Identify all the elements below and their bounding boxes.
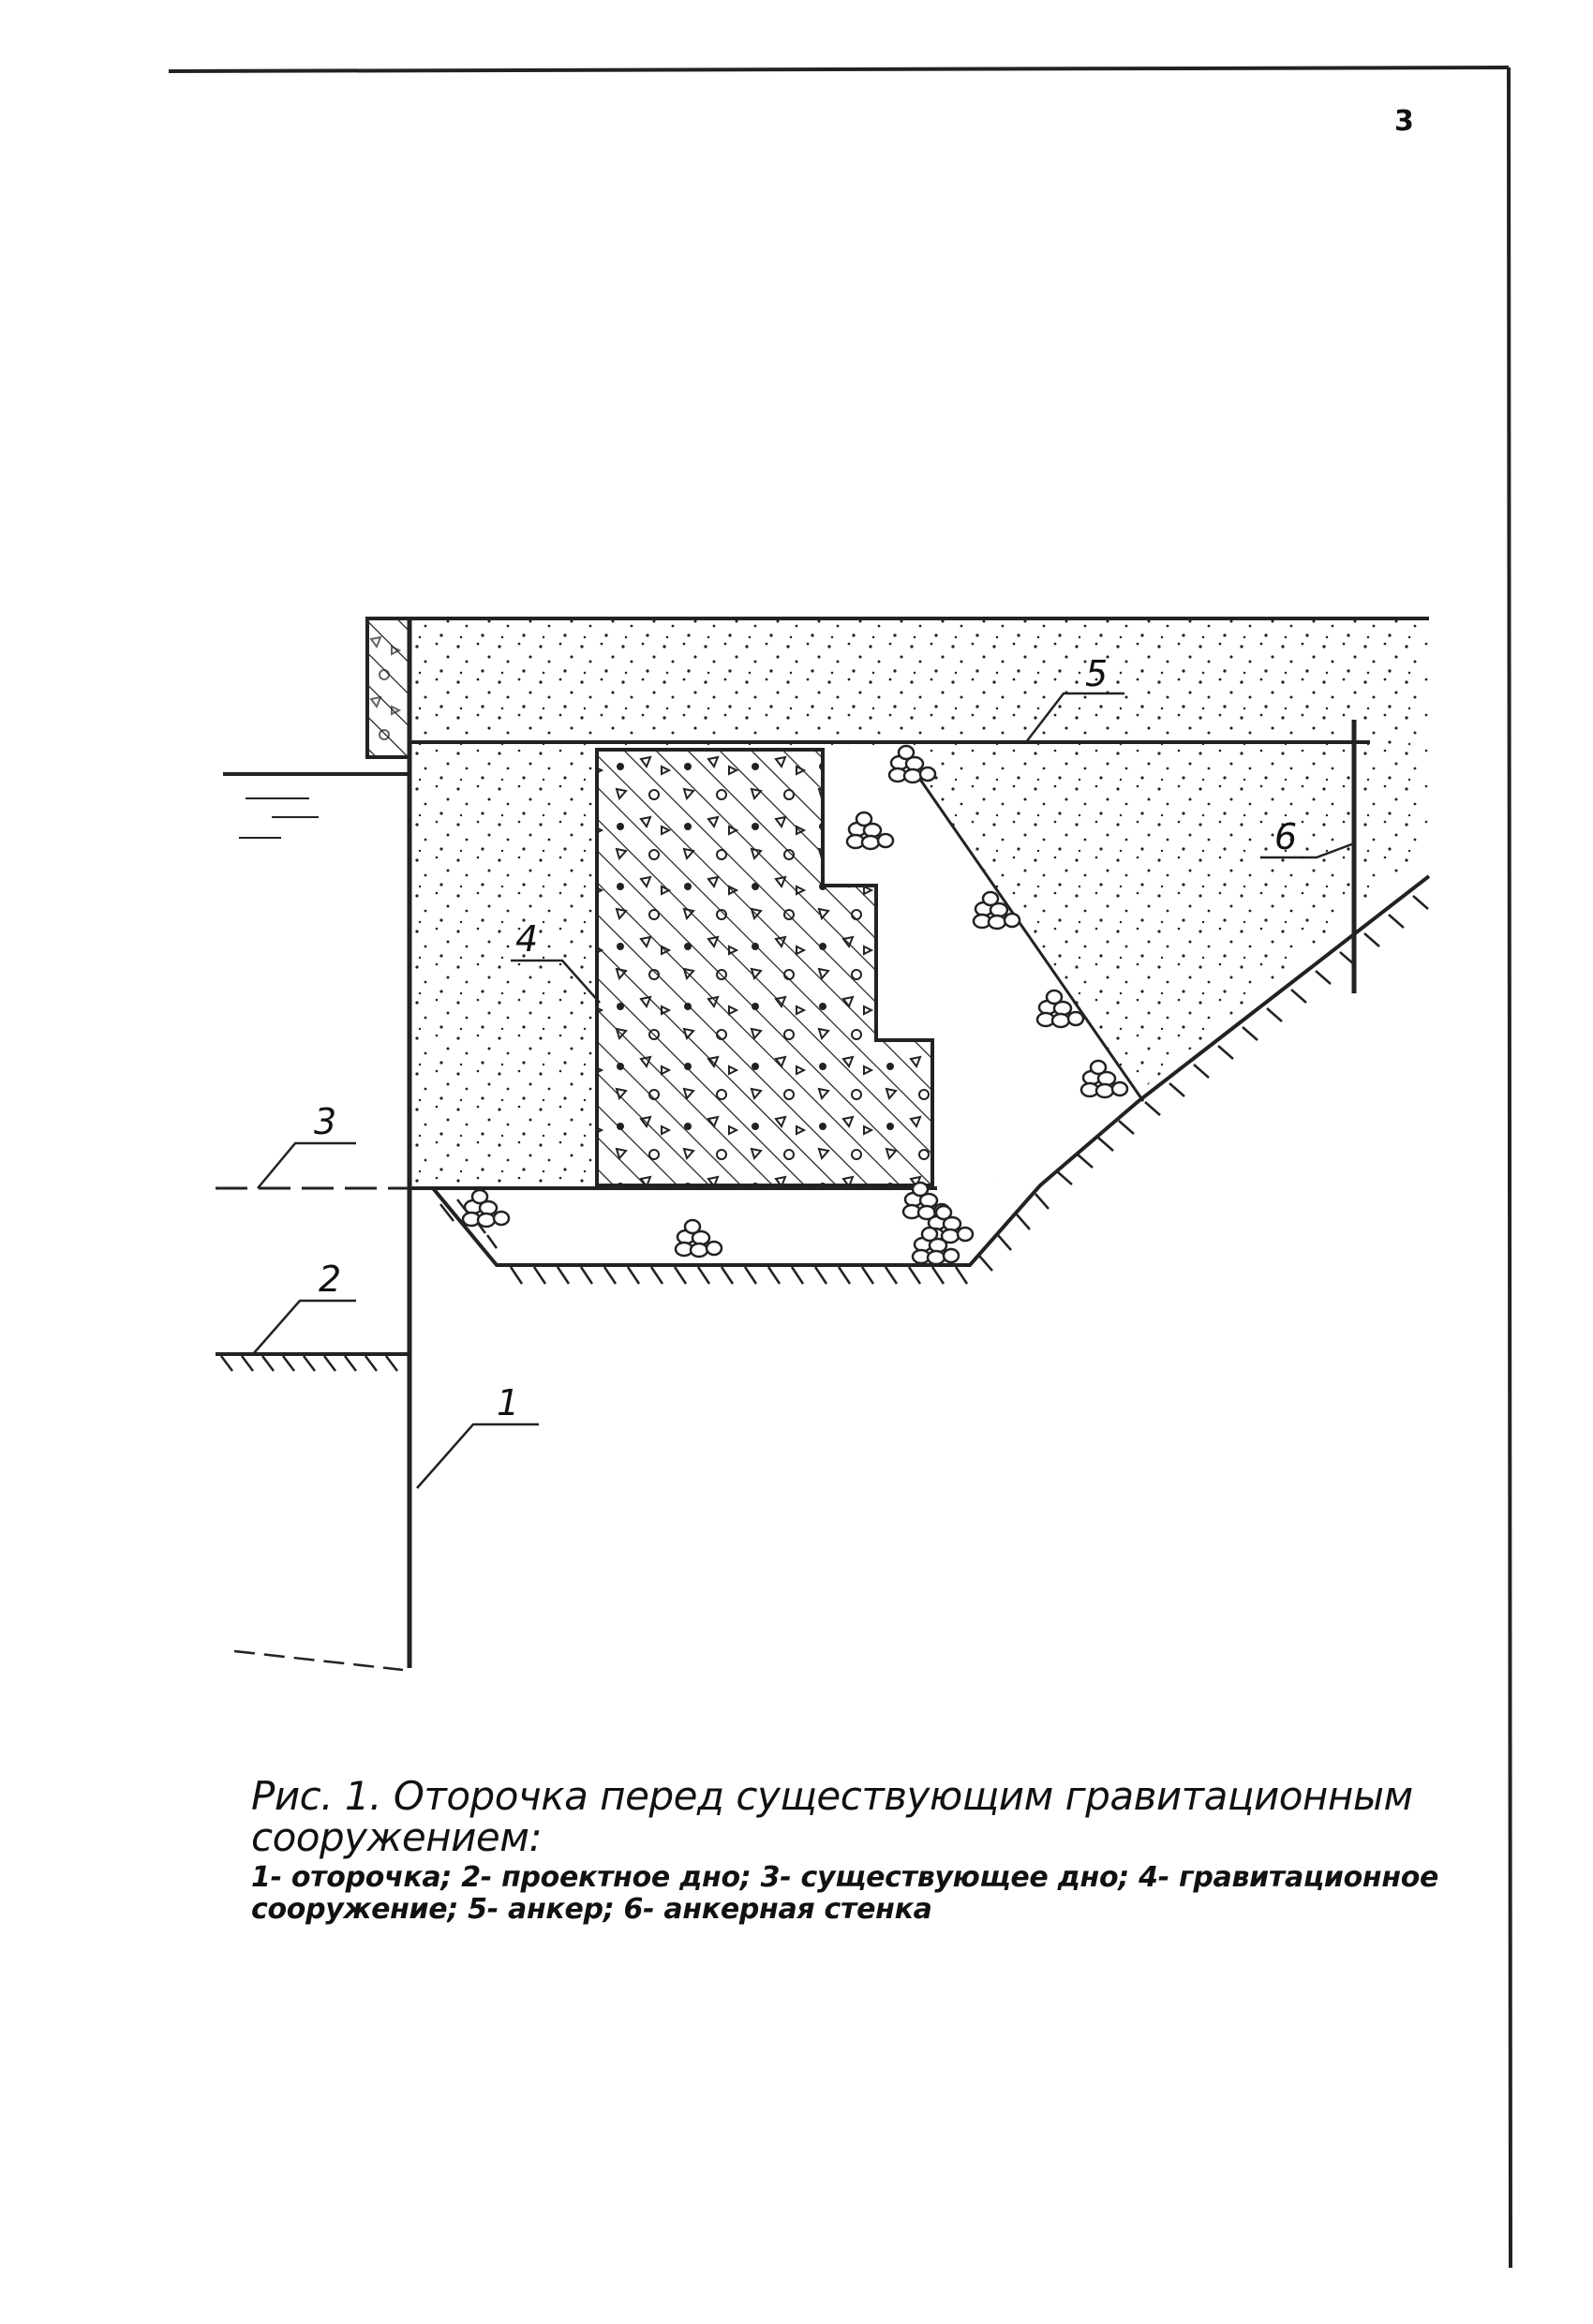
page-number: 3: [1394, 105, 1414, 138]
design-bottom-hatching: [221, 1356, 397, 1371]
frame-right-line: [1509, 67, 1511, 2268]
figure-caption: [251, 1773, 1441, 1926]
label-3: 3: [314, 1101, 337, 1142]
caption-title: Рис. 1. Оторочка перед существующим гравитационным сооружением:: [251, 1773, 1413, 1860]
label-1: 1: [497, 1382, 520, 1423]
wall-break-line: [234, 1651, 403, 1670]
label-6: 6: [1274, 816, 1298, 857]
wall-cap-aggregate: [367, 618, 409, 757]
upper-sand-layer: [409, 628, 1429, 740]
frame-top-line: [169, 67, 1509, 71]
label-4: 4: [515, 918, 539, 960]
label-5: 5: [1085, 653, 1109, 694]
caption-legend: 1- оторочка; 2- проектное дно; 3- существующее дно; 4- гравитационное сооружение; 5- анкер; 6- анкерная стенка: [251, 1861, 1439, 1926]
label-2: 2: [319, 1259, 342, 1300]
